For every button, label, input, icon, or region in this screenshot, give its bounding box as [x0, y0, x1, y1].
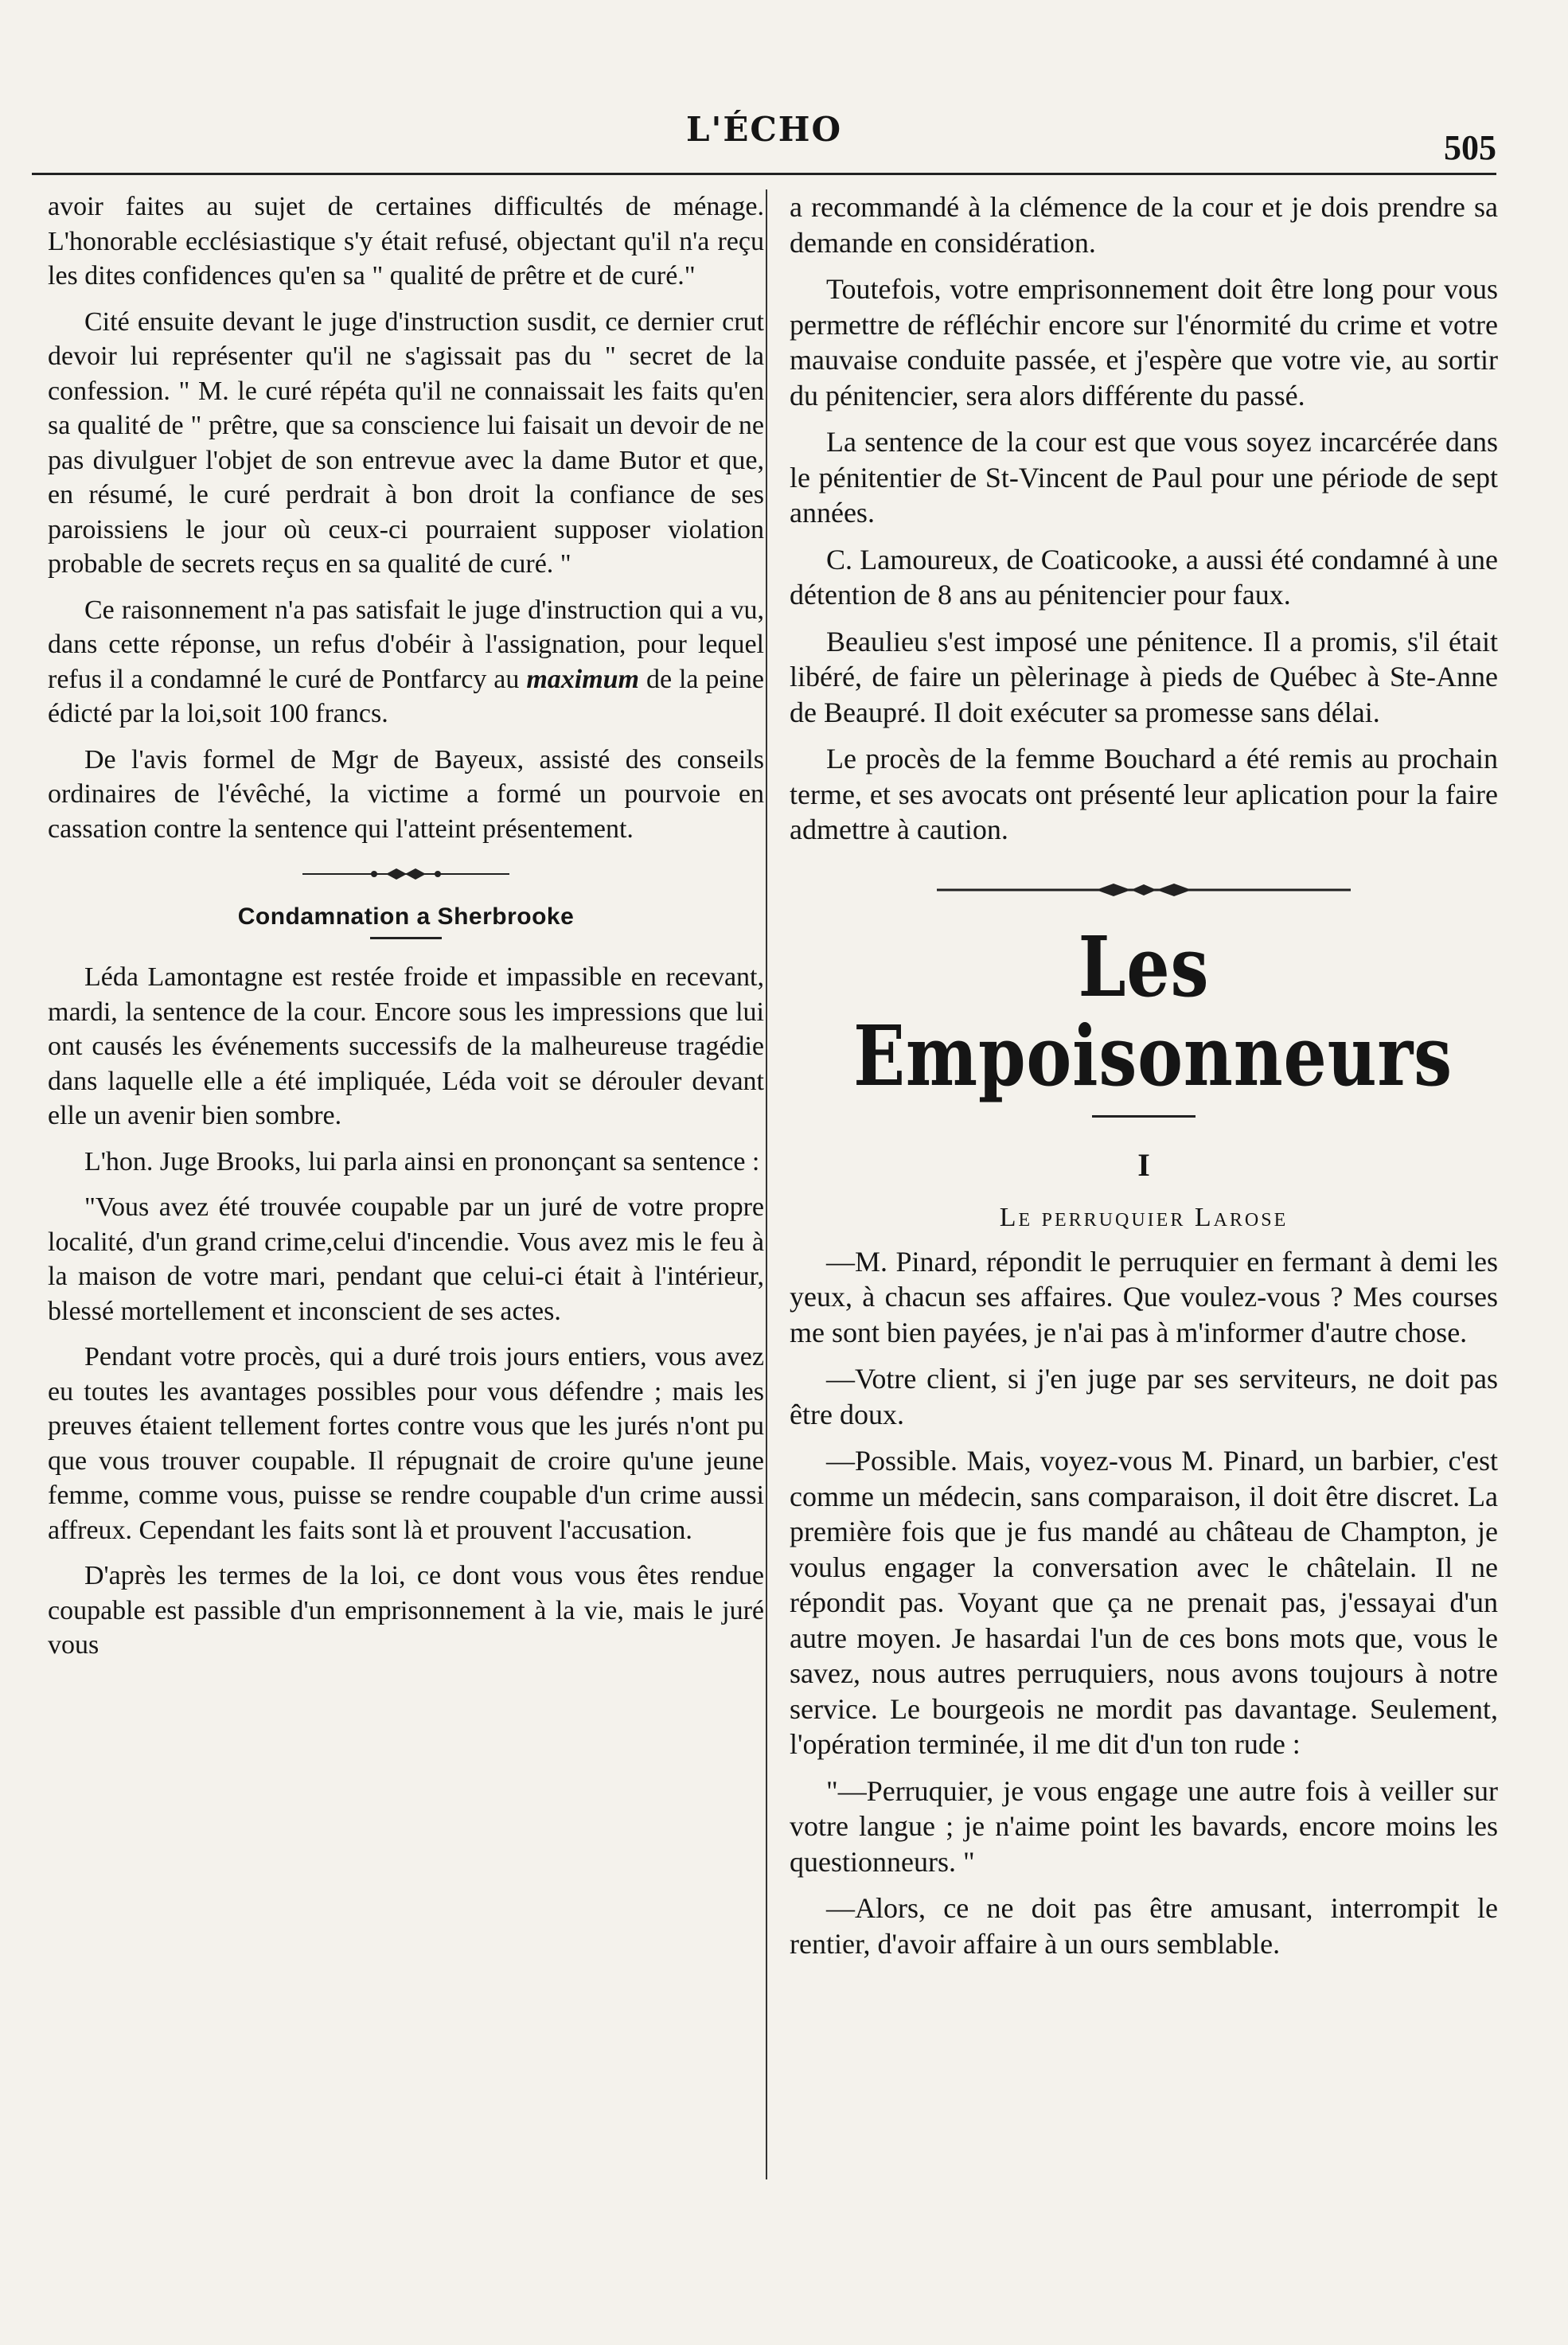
article-paragraph: Pendant votre procès, qui a duré trois jours entiers, vous avez eu toutes les avantages possibles pour vous défendre ; mais les preuves étaient tellement fortes contre vous que les jurés n'ont pu que vous trouver coupable. Il répugnait de croire qu'une jeune femme, comme vous, puisse se rendre coupable d'un crime aussi affreux. Cependant les faits sont là et prouvent l'accusation. [48, 1342, 764, 1545]
article-paragraph: Toutefois, votre emprisonnement doit être long pour vous permettre de réfléchir encore sur l'énormité du crime et votre mauvaise conduite passée, et j'espère que votre vie, au sortir du pénitencier, sera alors différente du passé. [790, 273, 1498, 412]
article-paragraph: De l'avis formel de Mgr de Bayeux, assisté des conseils ordinaires de l'évêché, la victime a formé un pourvoie en cassation contre la sentence qui l'atteint présentement. [48, 744, 764, 844]
paragraph-text: Ce raisonnement n'a pas satisfait le juge d'instruction qui a vu, dans cette réponse, un refus d'obéir à l'assignation, pour lequel refus il a condamné le curé de Pontfarcy au [48, 595, 764, 694]
header-rule [32, 173, 1496, 175]
ornament-divider [302, 865, 509, 883]
article-paragraph: a recommandé à la clémence de la cour et je dois prendre sa demande en considération. [790, 191, 1498, 259]
article-paragraph: Cité ensuite devant le juge d'instruction susdit, ce dernier crut devoir lui représenter qu'il ne s'agissait pas du " secret de la confession. " M. le curé répéta qu'il ne connaissait les faits qu'en sa qualité de " prêtre, que sa conscience lui faisait un devoir de ne pas divulguer l'objet de son entrevue avec la dame Butor et que, en résumé, le curé perdrait à bon droit la confiance de ses paroissiens le jour où ceux-ci pourraient supposer violation probable de secrets reçus en sa qualité de curé. " [48, 306, 764, 579]
running-title: L'ÉCHO [685, 110, 843, 149]
paragraph-text: de la peine édicté par la loi,soit 100 francs. [48, 664, 765, 728]
article-paragraph: D'après les termes de la loi, ce dont vous vous êtes rendue coupable est passible d'un emprisonnement à la vie, mais le juré vous [48, 1561, 764, 1660]
article-paragraph: C. Lamoureux, de Coaticooke, a aussi été condamné à une détention de 8 ans au pénitencier pour faux. [790, 543, 1498, 611]
short-rule [1092, 1115, 1196, 1118]
article-paragraph: La sentence de la cour est que vous soyez incarcérée dans le pénitentier de St-Vincent de Paul pour une période de sept années. [790, 426, 1498, 529]
short-rule [370, 937, 442, 939]
chapter-number: I [1137, 1146, 1150, 1183]
article-paragraph: L'hon. Juge Brooks, lui parla ainsi en prononçant sa sentence : [84, 1146, 760, 1176]
article-paragraph: Beaulieu s'est imposé une pénitence. Il a promis, s'il était libéré, de faire un pèlerinage à pieds de Québec à Ste-Anne de Beaupré. Il doit exécuter sa promesse sans délai. [790, 625, 1498, 728]
page-header [32, 88, 1496, 175]
story-paragraph: —Possible. Mais, voyez-vous M. Pinard, un barbier, c'est comme un médecin, sans comparaison, il doit être discret. La première fois que je fus mandé au château de Champton, je voulus engager la conversation avec le châtelain. Il ne répondit pas. Voyant que ça ne prenait pas, j'essayai d'un autre moyen. Je hasardai l'un de ces bons mots que, vous le savez, nous autres perruquiers, nous avons toujours à notre service. Le bourgeois ne mordit pas davantage. Seulement, l'opération terminée, il me dit d'un ton rude : [790, 1445, 1498, 1760]
section-heading: Condamnation a Sherbrooke [237, 903, 575, 930]
right-column [766, 189, 1498, 2179]
article-paragraph: avoir faites au sujet de certaines difficultés de ménage. L'honorable ecclésiastique s'y était refusé, objectant qu'il n'a reçu les dites confidences qu'en sa " qualité de prêtre et de curé." [48, 192, 764, 291]
story-paragraph: —Votre client, si j'en juge par ses serviteurs, ne doit pas être doux. [790, 1363, 1498, 1430]
maximum-italic: maximum [526, 664, 640, 694]
article-paragraph: Léda Lamontagne est restée froide et impassible en recevant, mardi, la sentence de la cour. Encore sous les impressions que lui ont causés les événements successifs de la malheureuse tragédie dans laquelle elle a été impliquée, Léda voit se dérouler devant elle un avenir bien sombre. [48, 962, 764, 1130]
ornament-divider [937, 880, 1351, 900]
left-column [48, 189, 764, 1674]
story-paragraph: "—Perruquier, je vous engage une autre fois à veiller sur votre langue ; je n'aime point les bavards, encore moins les questionneurs. " [790, 1774, 1498, 1878]
article-paragraph: Le procès de la femme Bouchard a été remis au prochain terme, et ses avocats ont présenté leur aplication pour la faire admettre à caution. [790, 743, 1498, 845]
page-number: 505 [1444, 128, 1496, 167]
article-paragraph [48, 593, 764, 732]
story-paragraph: —M. Pinard, répondit le perruquier en fermant à demi les yeux, à chacun ses affaires. Que voulez-vous ? Mes courses me sont bien payées, je n'ai pas à m'informer d'autre chose. [790, 1245, 1498, 1348]
article-paragraph: "Vous avez été trouvée coupable par un juré de votre propre localité, d'un grand crime,celui d'incendie. Vous avez mis le feu à la maison de votre mari, pendant que celui-ci était à l'intérieur, blessé mortellement et inconscient de ses actes. [48, 1192, 764, 1326]
chapter-title: Le perruquier Larose [999, 1202, 1289, 1232]
story-paragraph: —Alors, ce ne doit pas être amusant, interrompit le rentier, d'avoir affaire à un ours semblable. [790, 1892, 1498, 1960]
feature-title: Les Empoisonneurs [853, 917, 1453, 1105]
